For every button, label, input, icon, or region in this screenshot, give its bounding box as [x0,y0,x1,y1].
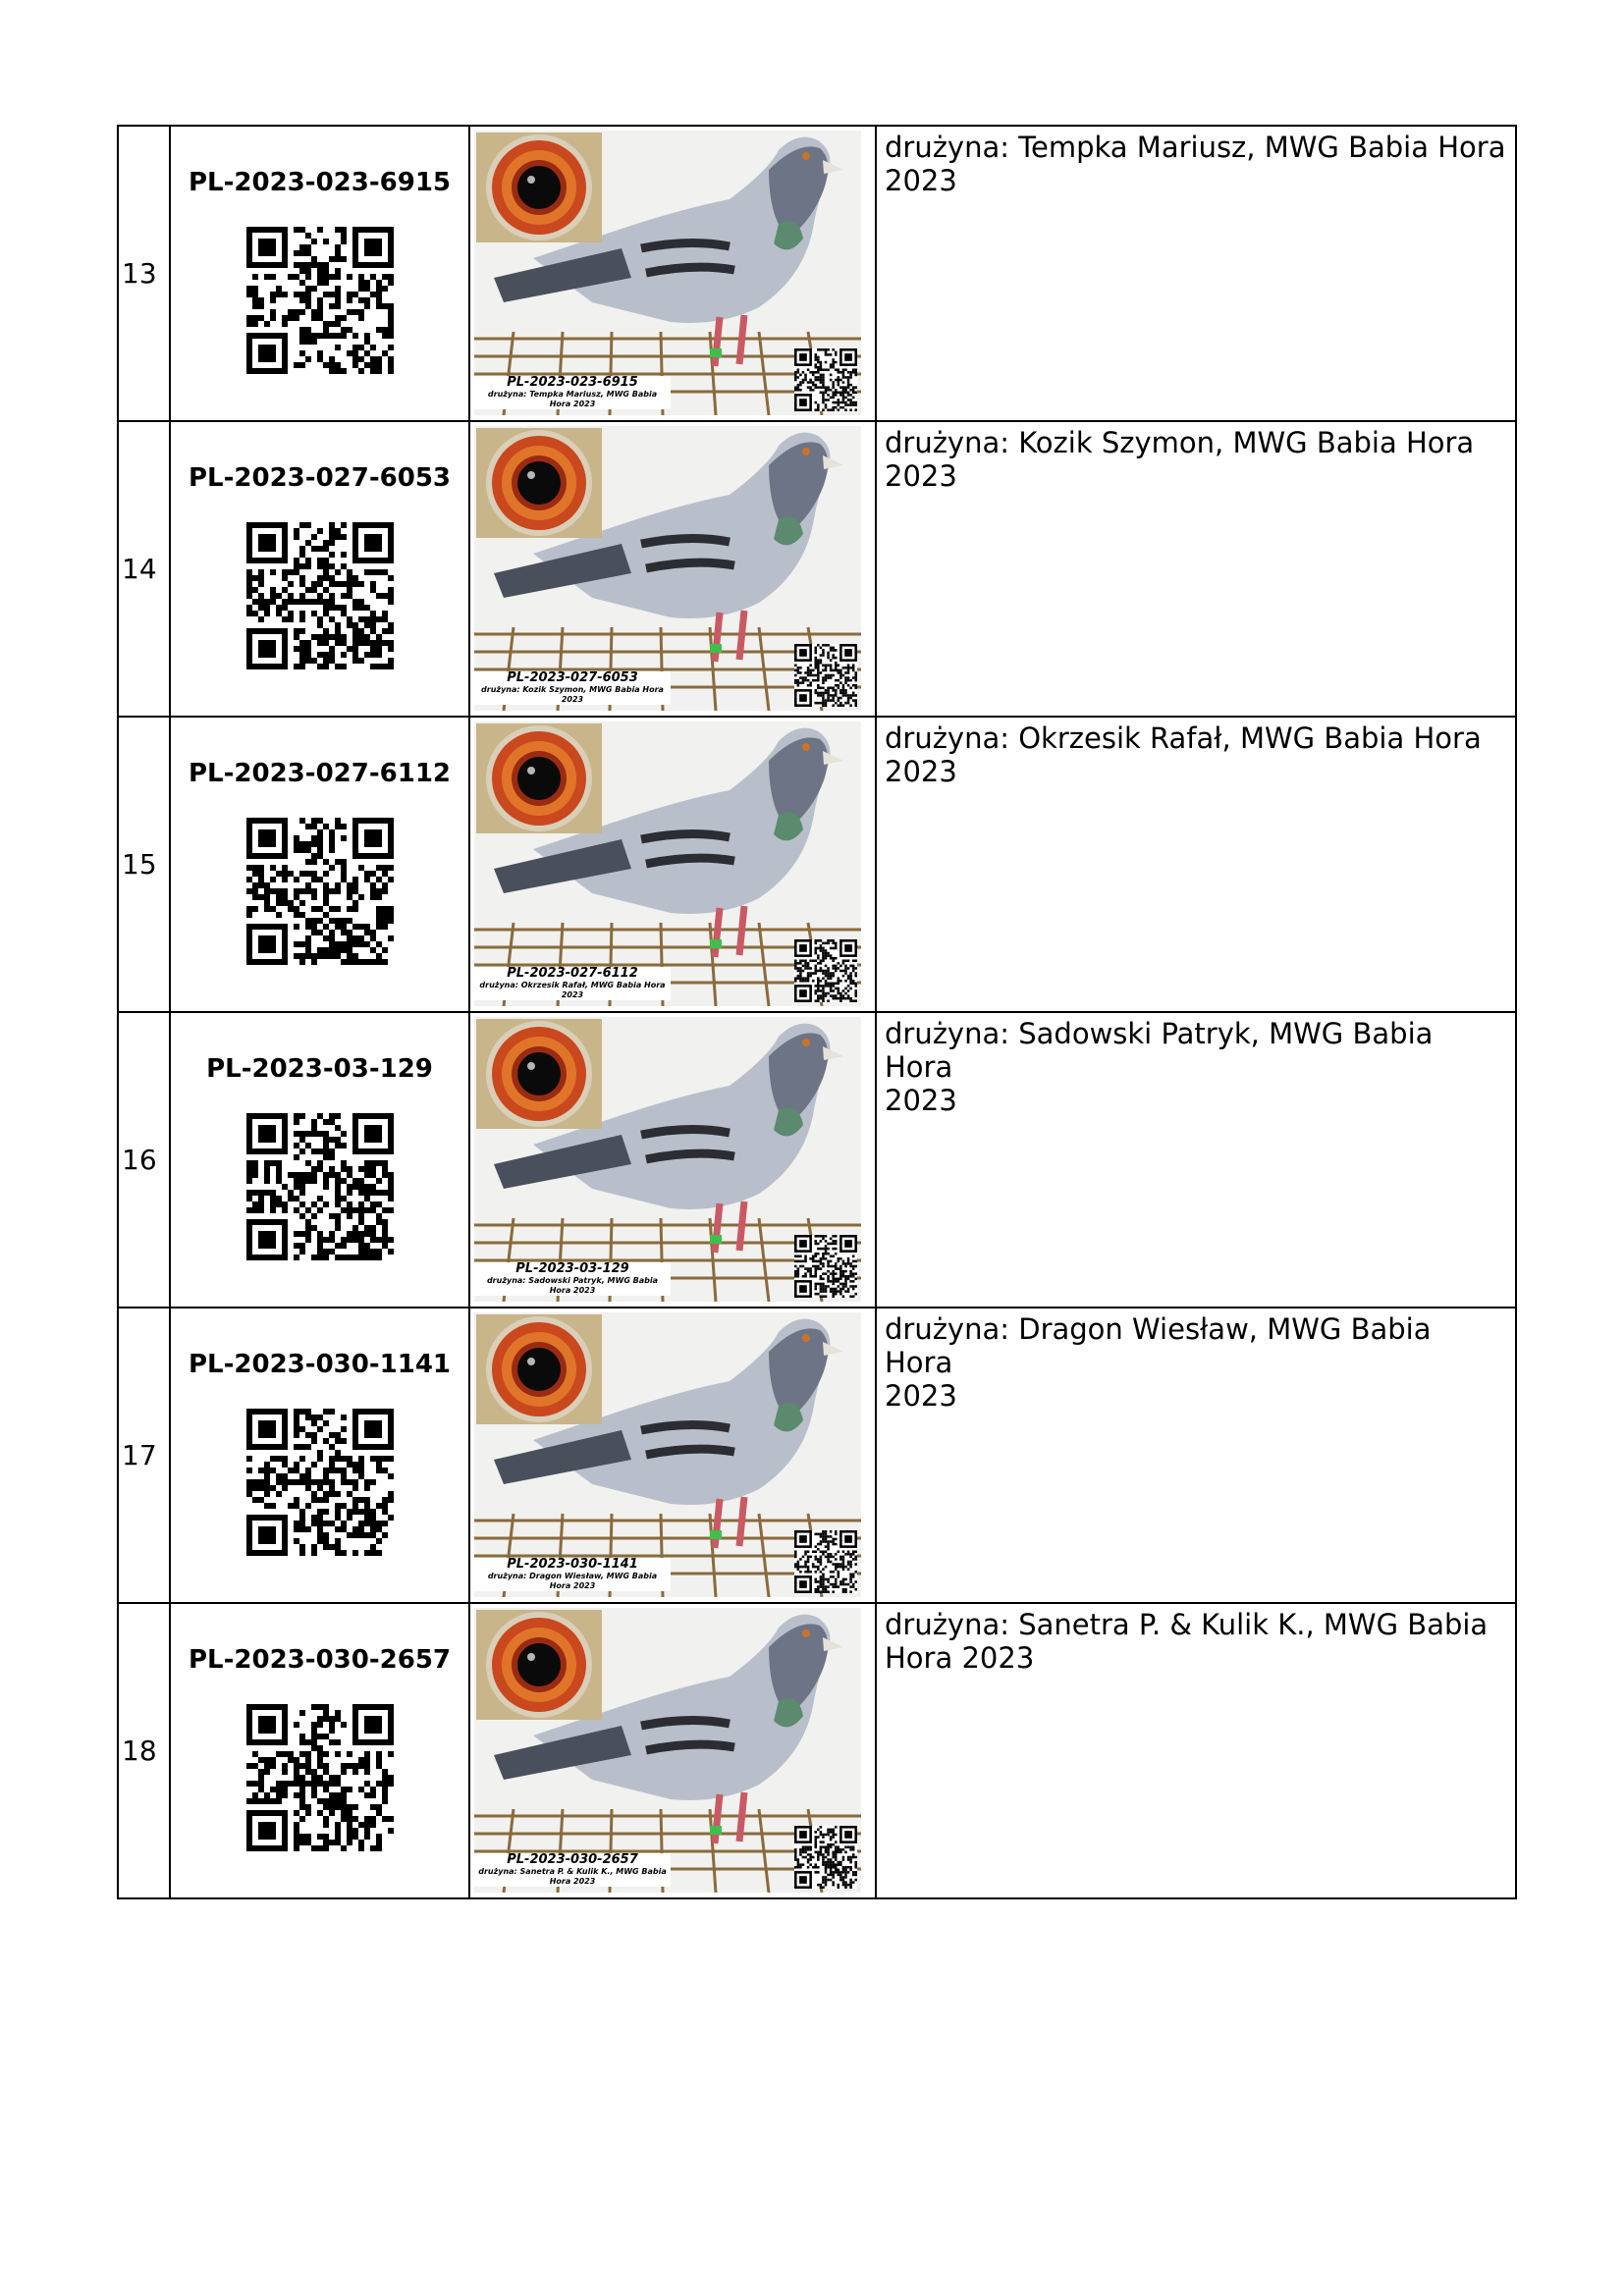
eye-image [476,723,602,833]
table-row [118,1308,1516,1603]
row-number-text: 17 [122,1439,157,1471]
caption-team: drużyna: Dragon Wiesław, MWG Babia Hora 2023 [487,1572,658,1590]
eye-image [476,428,602,538]
caption-team: drużyna: Sadowski Patryk, MWG Babia Hora 2023 [486,1276,659,1295]
team-line1: drużyna: Okrzesik Rafał, MWG Babia Hora [885,721,1482,755]
pigeon-photo [474,1312,861,1597]
caption-ring: PL-2023-030-2657 [507,1852,638,1867]
mini-qr-icon [794,1826,857,1889]
ring-id: PL-2023-027-6053 [189,463,451,493]
qr-code-icon [246,227,394,374]
team-cell [876,1308,1516,1603]
caption-team: drużyna: Tempka Mariusz, MWG Babia Hora 2023 [487,390,658,408]
photo-cell [469,1603,876,1898]
team-cell [876,1012,1516,1308]
ring-cell [170,421,469,717]
pigeon-photo [474,131,861,415]
qr-code-icon [246,1409,394,1556]
team-line2: Hora 2023 [885,1641,1035,1675]
photo-cell [469,1012,876,1308]
qr-code-icon [246,1113,394,1260]
eye-image [476,1610,602,1720]
team-cell [876,126,1516,421]
ring-id: PL-2023-023-6915 [189,168,451,197]
row-number [118,1012,170,1308]
photo-cell [469,126,876,421]
mini-qr-icon [794,644,857,707]
row-number [118,126,170,421]
ring-id: PL-2023-03-129 [206,1054,433,1084]
qr-code-icon [246,818,394,965]
pigeon-photo [474,721,861,1006]
ring-cell [170,126,469,421]
caption-ring: PL-2023-027-6112 [507,966,638,981]
photo-caption [474,967,671,1000]
caption-ring: PL-2023-023-6915 [507,375,638,390]
row-number [118,717,170,1012]
qr-code-icon [246,522,394,669]
team-line2: 2023 [885,459,957,493]
table-body [118,126,1516,1898]
row-number-text: 15 [122,848,157,881]
eye-image [476,1314,602,1424]
row-number [118,1603,170,1898]
caption-team: drużyna: Kozik Szymon, MWG Babia Hora 2023 [481,685,664,704]
table-row [118,1012,1516,1308]
pigeon-photo [474,1017,861,1302]
team-line2: 2023 [885,755,957,788]
caption-team: drużyna: Sanetra P. & Kulik K., MWG Babia Hora 2023 [478,1867,667,1886]
row-number-text: 18 [122,1735,157,1767]
row-number-text: 13 [122,257,157,290]
photo-caption [474,376,671,409]
team-line2: 2023 [885,1084,957,1117]
mini-qr-icon [794,939,857,1002]
team-cell [876,421,1516,717]
caption-ring: PL-2023-030-1141 [507,1557,638,1572]
photo-caption [474,1558,671,1591]
photo-cell [469,1308,876,1603]
ring-cell [170,1012,469,1308]
mini-qr-icon [794,1235,857,1298]
ring-cell [170,1603,469,1898]
pigeon-photo [474,1608,861,1893]
row-number-text: 16 [122,1144,157,1176]
table-row [118,126,1516,421]
photo-caption [474,671,671,705]
row-number [118,421,170,717]
caption-ring: PL-2023-03-129 [515,1261,629,1276]
row-number [118,1308,170,1603]
team-line2: 2023 [885,1379,957,1413]
team-cell [876,717,1516,1012]
photo-caption [474,1262,671,1296]
photo-cell [469,717,876,1012]
team-line1: drużyna: Tempka Mariusz, MWG Babia Hora [885,131,1506,164]
team-line1: drużyna: Sadowski Patryk, MWG Babia Hora [885,1017,1434,1084]
photo-caption [474,1853,671,1887]
photo-cell [469,421,876,717]
ring-cell [170,1308,469,1603]
ring-id: PL-2023-027-6112 [189,759,451,788]
team-line1: drużyna: Kozik Szymon, MWG Babia Hora [885,426,1475,459]
ring-id: PL-2023-030-1141 [189,1350,451,1379]
mini-qr-icon [794,348,857,411]
pigeon-photo [474,426,861,711]
eye-image [476,133,602,242]
table-row [118,421,1516,717]
row-number-text: 14 [122,553,157,585]
team-line1: drużyna: Sanetra P. & Kulik K., MWG Babia [885,1608,1489,1641]
caption-team: drużyna: Okrzesik Rafał, MWG Babia Hora 2023 [479,981,666,999]
eye-image [476,1019,602,1129]
team-line2: 2023 [885,164,957,197]
team-cell [876,1603,1516,1898]
table-row [118,717,1516,1012]
pigeon-table [117,125,1517,1899]
mini-qr-icon [794,1530,857,1593]
caption-ring: PL-2023-027-6053 [507,670,638,685]
table-row [118,1603,1516,1898]
qr-code-icon [246,1704,394,1851]
ring-id: PL-2023-030-2657 [189,1645,451,1675]
ring-cell [170,717,469,1012]
team-line1: drużyna: Dragon Wiesław, MWG Babia Hora [885,1312,1432,1379]
